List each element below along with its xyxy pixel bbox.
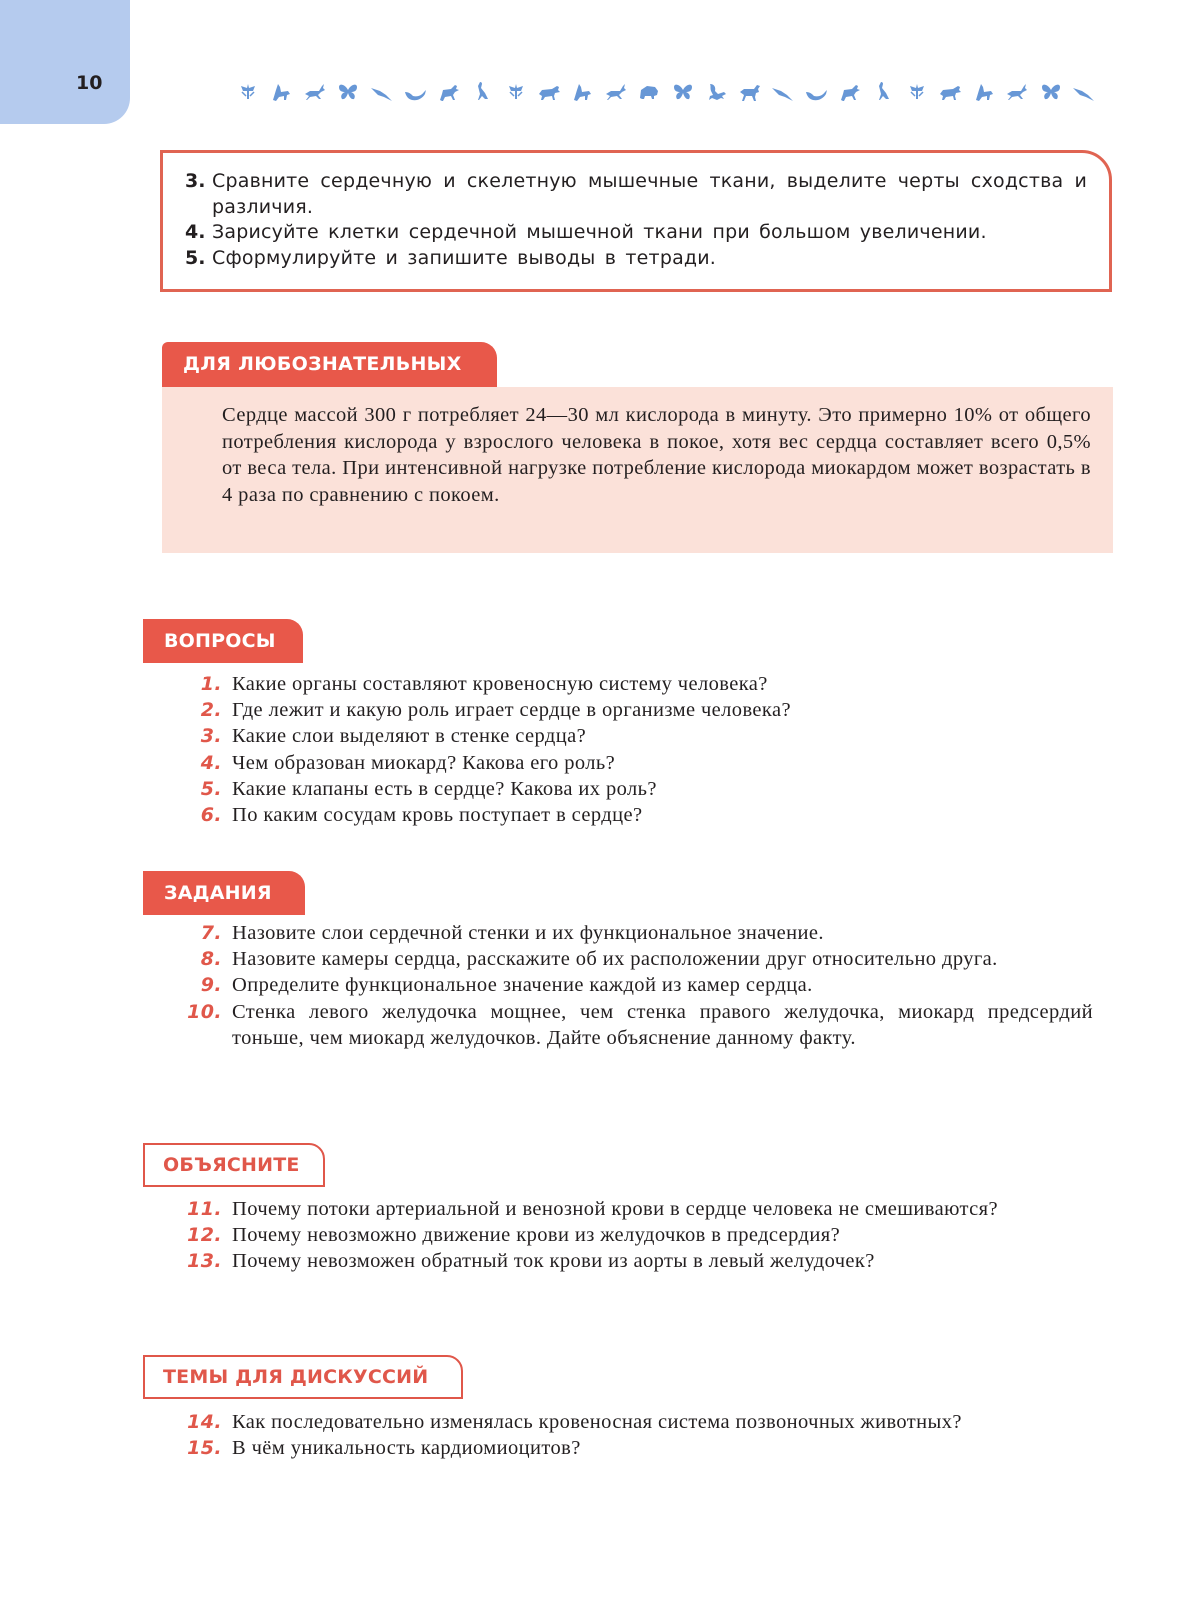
discussion-list: [170, 1409, 1093, 1461]
question-item: [170, 750, 1093, 776]
question-text: Какие клапаны есть в сердце? Какова их роль?: [232, 777, 657, 800]
antelope-icon: [303, 80, 327, 102]
butterfly-icon: [671, 80, 695, 102]
task-list-number: 10.: [187, 1000, 222, 1023]
scorpion-icon: [704, 80, 728, 102]
question-number: 1.: [200, 673, 222, 695]
question-number: 4.: [200, 751, 222, 774]
curious-section-text: Сердце массой 300 г потребляет 24—30 мл кислорода в минуту. Это примерно 10% от общего потребления кислорода у взрослого человека в покое, хотя вес сердца составляет всего 0,5% от веса тела. При интенсивной нагрузке потребление кислорода миокардом может возрастать в 4 раза по сравнению с покоем.: [162, 387, 1113, 553]
task-list-text: Назовите слои сердечной стенки и их функциональное значение.: [232, 922, 824, 944]
curious-section-title: ДЛЯ ЛЮБОЗНАТЕЛЬНЫХ: [162, 342, 497, 387]
tasks-section-title: ЗАДАНИЯ: [143, 871, 305, 915]
moose-icon: [838, 80, 862, 102]
question-number: 5.: [200, 777, 222, 800]
task-item: [185, 246, 1087, 272]
tasks-list: [170, 920, 1093, 1051]
task-list-text: Назовите камеры сердца, расскажите об их расположении друг относительно друга.: [232, 948, 998, 971]
task-item: [185, 169, 1087, 220]
task-list-item: [170, 946, 1093, 972]
cat-icon: [570, 80, 594, 102]
discussion-text: В чём уникальность кардиомиоцитов?: [232, 1437, 581, 1460]
butterfly-icon: [336, 80, 360, 102]
antelope-icon: [604, 80, 628, 102]
discussion-text: Как последовательно изменялась кровеносная система позвоночных животных?: [232, 1411, 962, 1433]
task-list-text: Стенка левого желудочка мощнее, чем стенка правого желудочка, миокард предсердий тоньше, чем миокард желудочков. Дайте объяснение данному факту.: [232, 1000, 1093, 1049]
question-text: Чем образован миокард? Какова его роль?: [232, 751, 616, 774]
horse-icon: [738, 80, 762, 102]
task-text: Сравните сердечную и скелетную мышечные ткани, выделите черты сходства и различия.: [212, 170, 1087, 218]
insect-icon: [236, 80, 260, 102]
penguin-icon: [871, 80, 895, 102]
question-text: Какие слои выделяют в стенке сердца?: [232, 725, 587, 748]
question-item: [170, 671, 1093, 697]
question-item: [170, 697, 1093, 723]
insect-icon: [504, 80, 528, 102]
task-number: 3.: [185, 170, 206, 192]
explain-item: [170, 1248, 1093, 1274]
bird-icon: [1072, 80, 1096, 102]
bird-icon: [370, 80, 394, 102]
explain-section-title: ОБЪЯСНИТЕ: [143, 1143, 325, 1187]
bison-icon: [637, 80, 661, 102]
whale-icon: [804, 80, 828, 102]
task-list-number: 9.: [200, 974, 222, 997]
question-number: 6.: [200, 804, 222, 827]
explain-item: [170, 1196, 1093, 1222]
task-list-item: [170, 972, 1093, 998]
explain-list: [170, 1196, 1093, 1275]
discussion-item: [170, 1435, 1093, 1461]
task-number: 5.: [185, 246, 206, 269]
task-text: Зарисуйте клетки сердечной мышечной ткани при большом увеличении.: [212, 221, 987, 243]
cat-icon: [972, 80, 996, 102]
bull-icon: [938, 80, 962, 102]
questions-list: [170, 671, 1093, 828]
explain-text: Почему невозможно движение крови из желудочков в предсердия?: [232, 1224, 841, 1247]
task-item: [185, 220, 1087, 246]
cat-icon: [269, 80, 293, 102]
task-list-number: 8.: [200, 948, 222, 971]
question-text: По каким сосудам кровь поступает в сердце?: [232, 804, 643, 827]
task-list-item: [170, 999, 1093, 1051]
question-number: 3.: [200, 725, 222, 748]
question-item: [170, 802, 1093, 828]
discussion-number: 15.: [187, 1437, 222, 1460]
whale-icon: [403, 80, 427, 102]
butterfly-icon: [1039, 80, 1063, 102]
question-number: 2.: [200, 699, 222, 722]
bird-icon: [771, 80, 795, 102]
question-text: Где лежит и какую роль играет сердце в организме человека?: [232, 699, 791, 722]
explain-number: 11.: [187, 1198, 222, 1220]
task-box: [160, 150, 1112, 292]
discussion-item: [170, 1409, 1093, 1435]
task-list-number: 7.: [200, 922, 222, 944]
explain-text: Почему потоки артериальной и венозной крови в сердце человека не смешиваются?: [232, 1198, 998, 1220]
insect-icon: [905, 80, 929, 102]
question-item: [170, 776, 1093, 802]
questions-section-title: ВОПРОСЫ: [143, 619, 303, 663]
question-text: Какие органы составляют кровеносную систему человека?: [232, 673, 768, 695]
antelope-icon: [1005, 80, 1029, 102]
task-number: 4.: [185, 221, 206, 243]
bull-icon: [537, 80, 561, 102]
task-text: Сформулируйте и запишите выводы в тетради.: [212, 246, 717, 269]
animal-silhouette-strip: [236, 76, 1096, 106]
discussion-section-title: ТЕМЫ ДЛЯ ДИСКУССИЙ: [143, 1355, 463, 1399]
explain-item: [170, 1222, 1093, 1248]
penguin-icon: [470, 80, 494, 102]
moose-icon: [437, 80, 461, 102]
explain-number: 12.: [187, 1224, 222, 1247]
page-number: 10: [76, 72, 103, 94]
page-corner-tab: [0, 0, 130, 124]
task-list-text: Определите функциональное значение каждой из камер сердца.: [232, 974, 813, 997]
explain-number: 13.: [187, 1250, 222, 1273]
question-item: [170, 723, 1093, 749]
explain-text: Почему невозможен обратный ток крови из аорты в левый желудочек?: [232, 1250, 875, 1273]
discussion-number: 14.: [187, 1411, 222, 1433]
task-list-item: [170, 920, 1093, 946]
